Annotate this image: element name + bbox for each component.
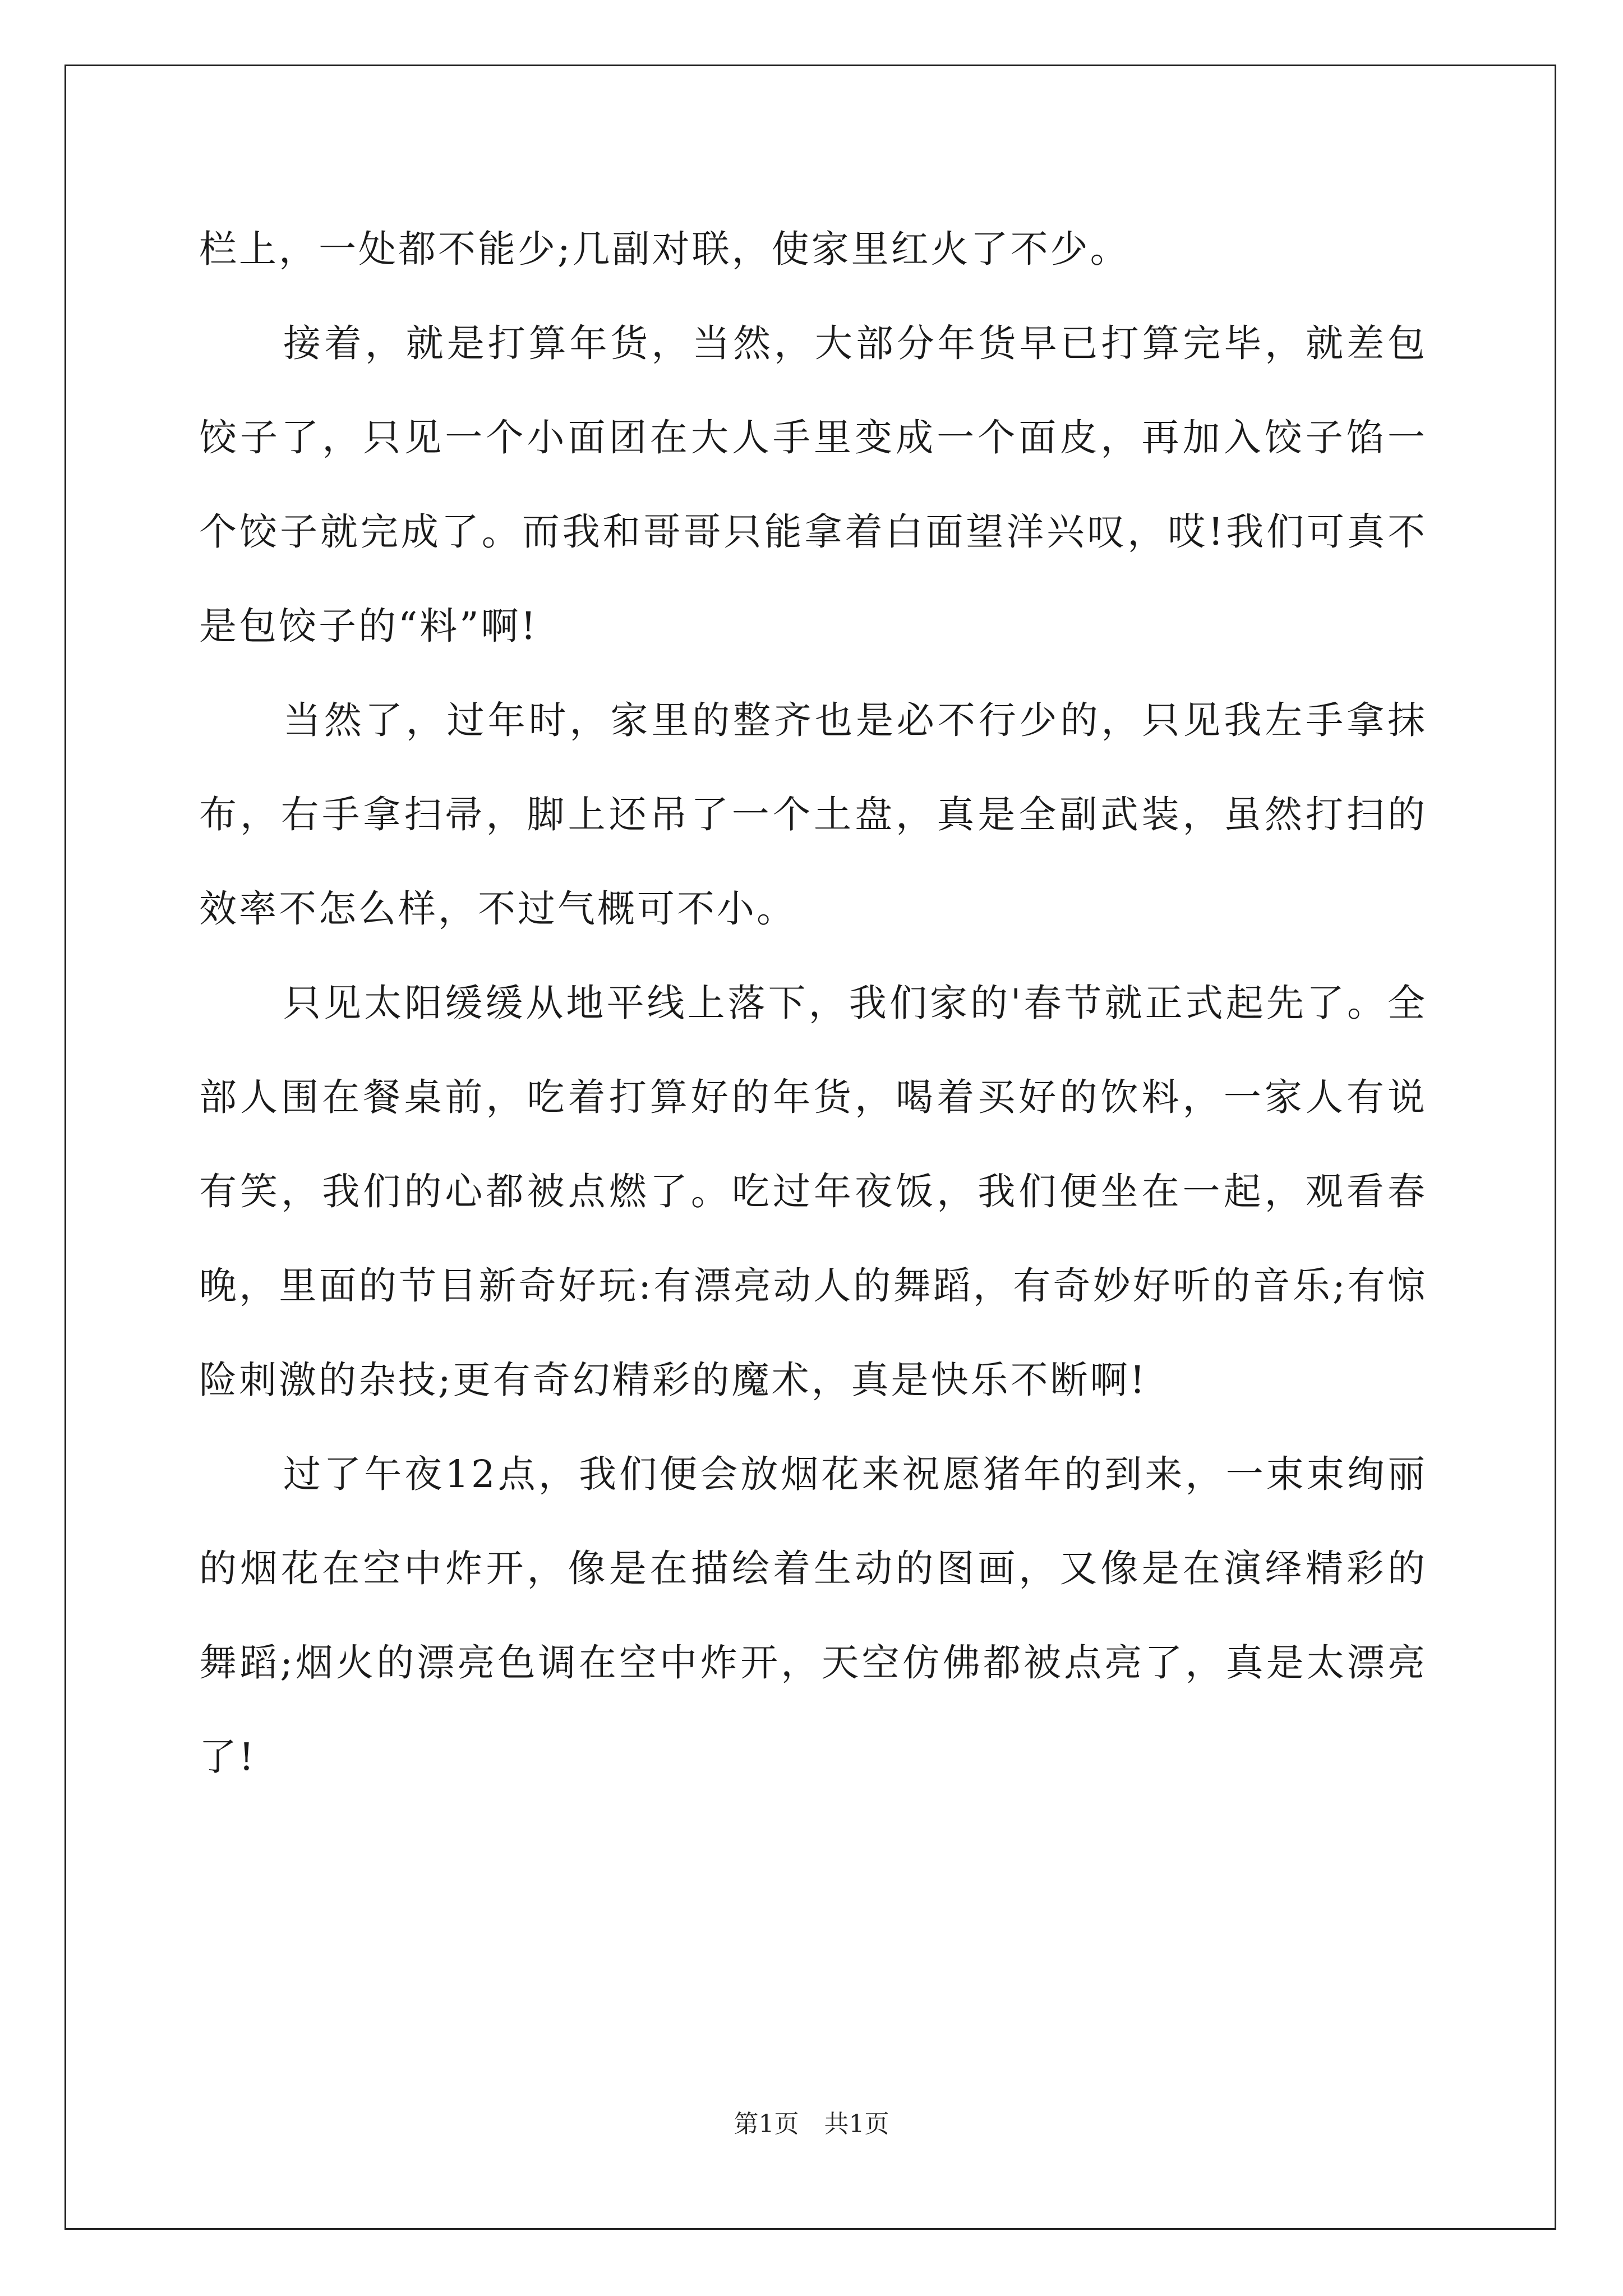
paragraph-1: 栏上，一处都不能少;几副对联，使家里红火了不少。 (199, 227, 1130, 271)
paragraph-3: 当然了，过年时，家里的整齐也是必不行少的，只见我左手拿抹布，右手拿扫帚，脚上还吊了一个土盘，真是全副武装，虽然打扫的效率不怎么样，不过气概可不小。 (199, 698, 1427, 931)
paragraph-4: 只见太阳缓缓从地平线上落下，我们家的'春节就正式起先了。全部人围在餐桌前，吃着打算好的年货，喝着买好的饮料，一家人有说有笑，我们的心都被点燃了。吃过年夜饭，我们便坐在一起，观看春晚，里面的节目新奇好玩:有漂亮动人的舞蹈，有奇妙好听的音乐;有惊险刺激的杂技;更有奇幻精彩的魔术，真是快乐不断啊! (199, 981, 1427, 1402)
paragraph-2: 接着，就是打算年货，当然，大部分年货早已打算完毕，就差包饺子了，只见一个小面团在大人手里变成一个面皮，再加入饺子馅一个饺子就完成了。而我和哥哥只能拿着白面望洋兴叹，哎!我们可真不是包饺子的“料”啊! (199, 321, 1427, 648)
page-total: 共1页 (824, 2110, 889, 2138)
paragraph-5: 过了午夜12点，我们便会放烟花来祝愿猪年的到来，一束束绚丽的烟花在空中炸开，像是在描绘着生动的图画，又像是在演绎精彩的舞蹈;烟火的漂亮色调在空中炸开，天空仿佛都被点亮了，真是太漂亮了! (199, 1452, 1427, 1779)
page-number: 第1页 (734, 2110, 799, 2138)
page-footer (0, 2104, 1623, 2139)
document-body (199, 202, 1427, 1804)
